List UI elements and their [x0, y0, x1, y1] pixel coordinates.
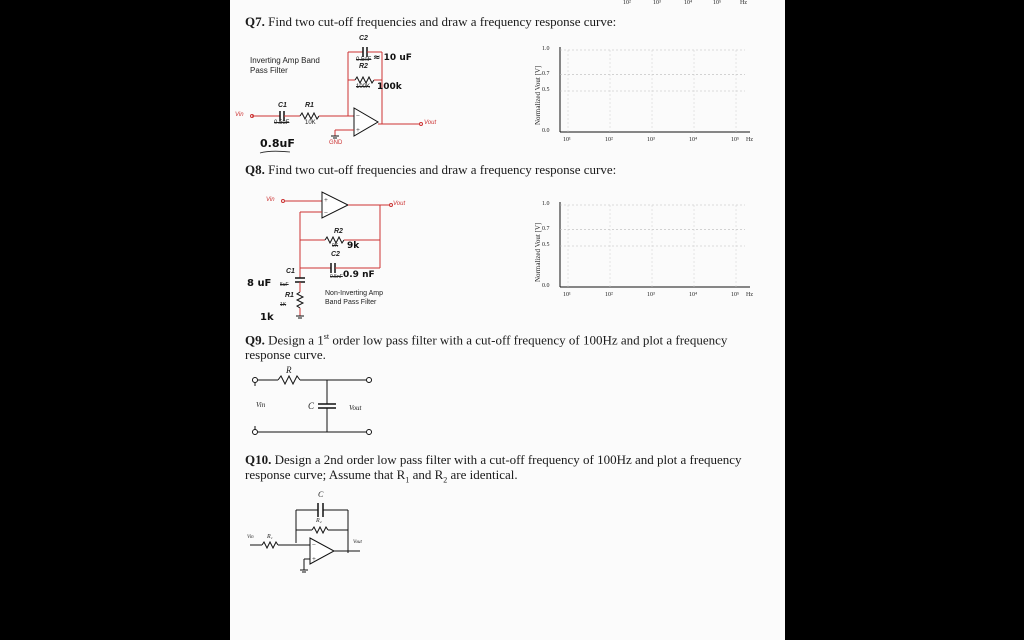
q7-r1-value: 10K: [305, 120, 316, 126]
q9-r-label: R: [286, 365, 292, 375]
graph-xunit-label: Hz: [746, 137, 753, 143]
q8-r1-value: 1K: [280, 302, 287, 308]
q7-circuit-title: Inverting Amp Band Pass Filter: [250, 56, 320, 75]
top-tick: 10⁵: [713, 0, 722, 6]
svg-text:−: −: [324, 209, 328, 217]
q8-c1-label: C1: [286, 268, 295, 275]
q8-graph-ylabel: Normalized Vout [V]: [534, 222, 542, 282]
q10-sub1: 1: [405, 475, 410, 485]
q10-r1-label: R₁: [267, 534, 273, 540]
graph-ytick-label: 0.7: [542, 225, 550, 232]
q8-c2-label: C2: [331, 251, 340, 258]
svg-text:−: −: [356, 112, 360, 120]
q9-vin-label: Vin: [256, 401, 266, 409]
q10-sub2: 2: [443, 475, 448, 485]
q10-number: Q10.: [245, 452, 272, 467]
q8-r1-handwritten: 1k: [260, 312, 274, 323]
graph-ytick-label: 1.0: [542, 201, 550, 207]
q8-text: Find two cut-off frequencies and draw a frequency response curve:: [268, 162, 617, 177]
graph-xtick-label: 10²: [605, 292, 613, 298]
q7-text: Find two cut-off frequencies and draw a frequency response curve:: [268, 14, 617, 29]
q7-r2-value: 100K: [356, 84, 371, 90]
graph-ytick-label: 0.5: [542, 242, 550, 248]
q8-c2-handwritten: 0.9 nF: [343, 270, 375, 280]
q8-c1-handwritten: 8 uF: [247, 278, 272, 289]
q7-r2-label: R2: [359, 63, 368, 70]
q10-sallen-key-circuit: [230, 0, 785, 590]
svg-text:+: +: [324, 196, 328, 204]
q9-vout-label: Vout: [349, 404, 362, 412]
q8-r1-label: R1: [285, 292, 294, 299]
q7-graph-ylabel: Normalized Vout [V]: [534, 65, 542, 125]
q9-c-label: C: [308, 401, 315, 411]
q10-vin-label: Vin: [247, 535, 254, 540]
q7-vin-label: Vin: [235, 112, 244, 118]
graph-xtick-label: 10³: [647, 137, 655, 143]
top-tick: 10⁴: [684, 0, 693, 6]
graph-ytick-label: 0.5: [542, 87, 550, 93]
q9-text-post: order low pass filter with a cut-off frequency of 100Hz and plot a frequency response curve.: [245, 332, 728, 363]
graph-xtick-label: 10⁵: [731, 137, 740, 143]
q9-text-pre: Design a 1: [268, 332, 324, 348]
q8-vout-label: Vout: [393, 201, 406, 207]
q7-r1-label: R1: [305, 102, 314, 109]
q8-r2-label: R2: [334, 228, 343, 235]
graph-xtick-label: 10¹: [563, 292, 571, 298]
q8-circuit-title: Non-Inverting Amp Band Pass Filter: [325, 290, 383, 306]
worksheet-page: [230, 0, 785, 640]
q10-text: Design a 2nd order low pass filter with a cut-off frequency of 100Hz and plot a frequency response curve; Assume that R: [245, 452, 742, 482]
q10-and: and R: [409, 467, 444, 482]
graph-xtick-label: 10⁴: [689, 137, 698, 143]
q7-c1-value: 0.5uF: [274, 120, 290, 126]
graph-xtick-label: 10²: [605, 137, 613, 143]
q10-r2-label: R₂: [316, 518, 322, 524]
q7-r2-handwritten: 100k: [377, 82, 402, 92]
q7-number: Q7.: [245, 14, 265, 29]
graph-xtick-label: 10³: [647, 292, 655, 298]
graph-xtick-label: 10⁵: [731, 292, 740, 298]
q7-gnd-label: GND: [329, 140, 343, 146]
svg-text:−: −: [312, 541, 316, 549]
top-tick: 10³: [653, 0, 661, 6]
q7-c2-handwritten: ≈ 10 uF: [373, 53, 412, 63]
q10-c-label: C: [318, 490, 324, 499]
graph-xtick-label: 10¹: [563, 137, 571, 143]
q7-c1-label: C1: [278, 102, 287, 109]
q10-vout-label: Vout: [353, 540, 362, 545]
svg-text:+: +: [312, 555, 316, 563]
q10-tail: are identical.: [447, 467, 518, 482]
graph-xunit-label: Hz: [746, 292, 753, 298]
graph-xtick-label: 10⁴: [689, 292, 698, 298]
graph-ytick-label: 1.0: [542, 46, 550, 52]
q8-c1-value: 5uF: [280, 282, 289, 288]
q7-c1-handwritten: 0.8uF: [260, 137, 295, 150]
graph-ytick-label: 0.0: [542, 128, 550, 134]
q8-number: Q8.: [245, 162, 265, 177]
q9-superscript: st: [323, 332, 330, 341]
top-tick: Hz: [740, 0, 747, 6]
q8-r2-value: 9K: [332, 243, 339, 249]
q7-vout-label: Vout: [424, 120, 437, 126]
graph-ytick-label: 0.7: [542, 70, 550, 77]
graph-ytick-label: 0.0: [542, 283, 550, 289]
svg-text:+: +: [356, 126, 360, 134]
q9-number: Q9.: [245, 332, 265, 348]
q8-c2-value: 0.5nF: [330, 274, 343, 280]
q8-r2-handwritten: 9k: [347, 241, 360, 251]
q7-c2-value: 0.5nF: [356, 57, 372, 63]
top-tick: 10²: [623, 0, 631, 6]
q8-vin-label: Vin: [266, 197, 275, 203]
q7-c2-label: C2: [359, 35, 368, 42]
